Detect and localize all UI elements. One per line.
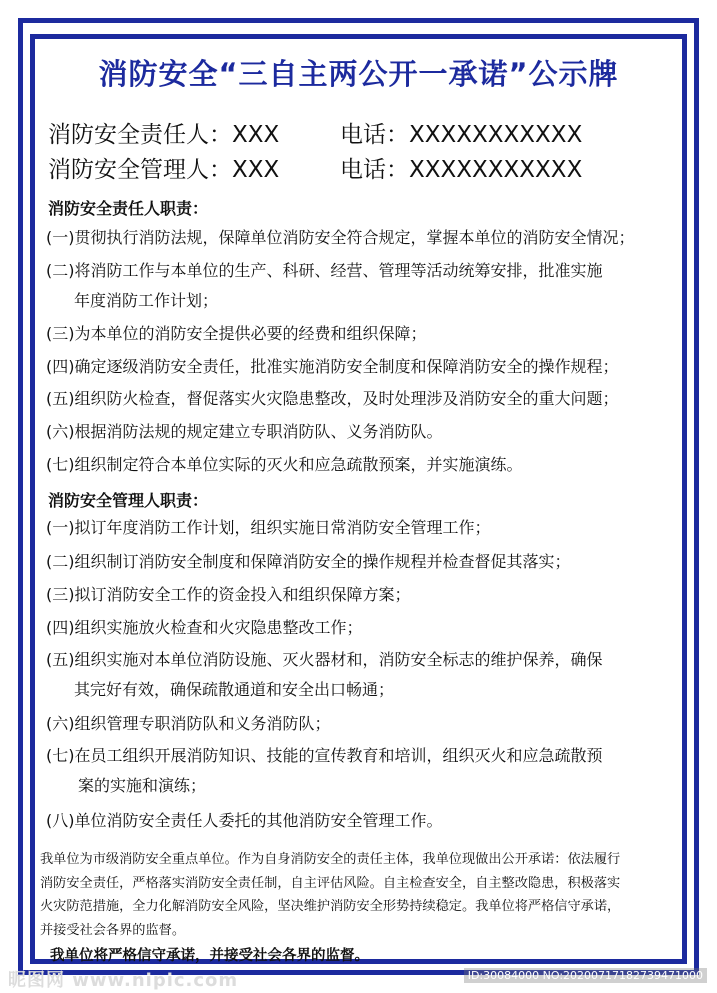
watermark-id: ID:30084000 NO:20200717182739471000	[464, 968, 707, 983]
contact-manager	[48, 151, 583, 184]
list-item-continuation: 年度消防工作计划；	[74, 291, 219, 310]
list-item	[46, 352, 686, 382]
list-item	[46, 319, 686, 349]
contact-responsible-label: 消防安全责任人：XXX	[48, 122, 280, 148]
contact-responsible	[48, 116, 583, 149]
promise-line: 消防安全责任，严格落实消防安全责任制，自主评估风险。自主检查安全，自主整改隐患，积极落实	[40, 875, 621, 891]
list-item-text: (五)组织防火检查，督促落实火灾隐患整改，及时处理涉及消防安全的重大问题；	[46, 389, 619, 408]
watermark-bar	[0, 966, 717, 993]
list-item	[46, 384, 686, 414]
list-item	[46, 580, 686, 610]
list-item-text: (三)拟订消防安全工作的资金投入和组织保障方案；	[46, 585, 411, 604]
list-item-text: (五)组织实施对本单位消防设施、灭火器材和，消防安全标志的维护保养，确保	[46, 650, 603, 669]
list-item	[46, 513, 686, 543]
list-item-text: (一)贯彻执行消防法规，保障单位消防安全符合规定，掌握本单位的消防安全情况；	[46, 228, 635, 247]
list-item	[46, 450, 686, 480]
list-item-text: (二)组织制订消防安全制度和保障消防安全的操作规程并检查督促其落实；	[46, 552, 571, 571]
list-item-text: (四)确定逐级消防安全责任，批准实施消防安全制度和保障消防安全的操作规程；	[46, 357, 619, 376]
list-item-continuation: 案的实施和演练；	[78, 776, 207, 795]
list-item-text: (六)根据消防法规的规定建立专职消防队、义务消防队。	[46, 422, 443, 441]
list-item	[46, 613, 686, 643]
list-item-text: (二)将消防工作与本单位的生产、科研、经营、管理等活动统筹安排，批准实施	[46, 261, 603, 280]
list-item	[46, 417, 686, 447]
list-item-continuation: 其完好有效，确保疏散通道和安全出口畅通；	[74, 680, 395, 699]
list-item	[46, 645, 686, 705]
list-item	[46, 256, 686, 316]
list-item-text: (八)单位消防安全责任人委托的其他消防安全管理工作。	[46, 811, 443, 830]
manager-heading: 消防安全管理人职责：	[48, 491, 209, 510]
page-title: 消防安全“三自主两公开一承诺”公示牌	[98, 57, 619, 91]
list-item-text: (七)在员工组织开展消防知识、技能的宣传教育和培训，组织灭火和应急疏散预	[46, 746, 603, 765]
list-item-text: (四)组织实施放火检查和火灾隐患整改工作；	[46, 618, 363, 637]
list-item	[46, 223, 686, 253]
list-item-text: (七)组织制定符合本单位实际的灭火和应急疏散预案，并实施演练。	[46, 455, 523, 474]
promise-line: 并接受社会各界的监督。	[40, 922, 186, 938]
promise-paragraph	[40, 848, 680, 942]
contact-manager-label: 消防安全管理人：XXX	[48, 157, 280, 183]
list-item-text: (六)组织管理专职消防队和义务消防队；	[46, 714, 331, 733]
contact-manager-phone: 电话：XXXXXXXXXXX	[340, 157, 583, 183]
promise-line: 我单位为市级消防安全重点单位。作为自身消防安全的责任主体，我单位现做出公开承诺：依法履行	[40, 852, 621, 867]
responsible-heading: 消防安全责任人职责：	[48, 199, 209, 218]
list-item	[46, 806, 686, 836]
contact-responsible-phone: 电话：XXXXXXXXXXX	[340, 122, 583, 148]
list-item	[46, 547, 686, 577]
watermark-logo: 昵图网 www.nipic.com	[8, 970, 239, 991]
list-item	[46, 741, 686, 801]
promise-line: 火灾防范措施，全力化解消防安全风险，坚决维护消防安全形势持续稳定。我单位将严格信守承诺，	[40, 899, 621, 914]
list-item-text: (一)拟订年度消防工作计划，组织实施日常消防安全管理工作；	[46, 518, 491, 537]
closing-statement: 我单位将严格信守承诺，并接受社会各界的监督。	[50, 948, 369, 964]
list-item	[46, 709, 686, 739]
list-item-text: (三)为本单位的消防安全提供必要的经费和组织保障；	[46, 324, 427, 343]
